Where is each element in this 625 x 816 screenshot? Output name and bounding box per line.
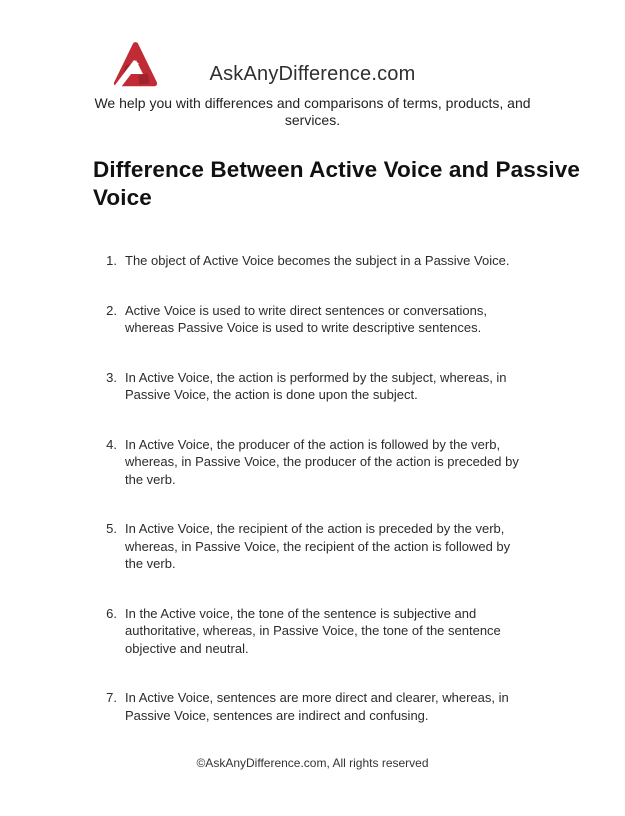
copyright-footer: ©AskAnyDifference.com, All rights reserved — [196, 756, 429, 770]
list-item-number: 2. — [106, 302, 117, 318]
list-item-number: 6. — [106, 605, 117, 621]
list-item — [93, 436, 625, 489]
list-item — [93, 302, 625, 337]
list-item-number: 1. — [106, 253, 117, 268]
site-name: AskAnyDifference.com — [209, 63, 416, 85]
article-title: Difference Between Active Voice and Passive Voice — [93, 157, 581, 210]
list-item-number: 5. — [106, 521, 117, 536]
list-item — [93, 369, 625, 404]
difference-points-list — [93, 252, 625, 724]
list-item-text: In Active Voice, the action is performed by the subject, whereas, in Passive Voice, the action is done upon the subject. — [125, 369, 507, 402]
list-item — [93, 520, 625, 573]
list-item-text: In Active Voice, the producer of the action is followed by the verb, whereas, in Passive Voice, the producer of the action is preceded by the verb. — [125, 436, 519, 487]
list-item-text: The object of Active Voice becomes the subject in a Passive Voice. — [125, 253, 510, 268]
list-item-number: 4. — [106, 436, 117, 452]
list-item-text: Active Voice is used to write direct sentences or conversations, whereas Passive Voice is used to write descriptive sentences. — [125, 302, 488, 335]
list-item-text: In Active Voice, sentences are more direct and clearer, whereas, in Passive Voice, sentences are indirect and confusing. — [125, 690, 509, 723]
list-item-text: In the Active voice, the tone of the sentence is subjective and authoritative, whereas, in Passive Voice, the tone of the sentence objective and neutral. — [125, 605, 501, 656]
list-item — [93, 252, 625, 270]
list-item — [93, 689, 625, 724]
site-tagline: We help you with differences and comparisons of terms, products, and services. — [94, 95, 531, 128]
askanydifference-logo-icon — [112, 39, 159, 95]
list-item-number: 3. — [106, 369, 117, 385]
list-item — [93, 605, 625, 658]
list-item-text: In Active Voice, the recipient of the action is preceded by the verb, whereas, in Passive Voice, the recipient of the action is followed by the verb. — [125, 521, 511, 571]
site-header — [0, 0, 625, 129]
list-item-number: 7. — [106, 690, 117, 705]
